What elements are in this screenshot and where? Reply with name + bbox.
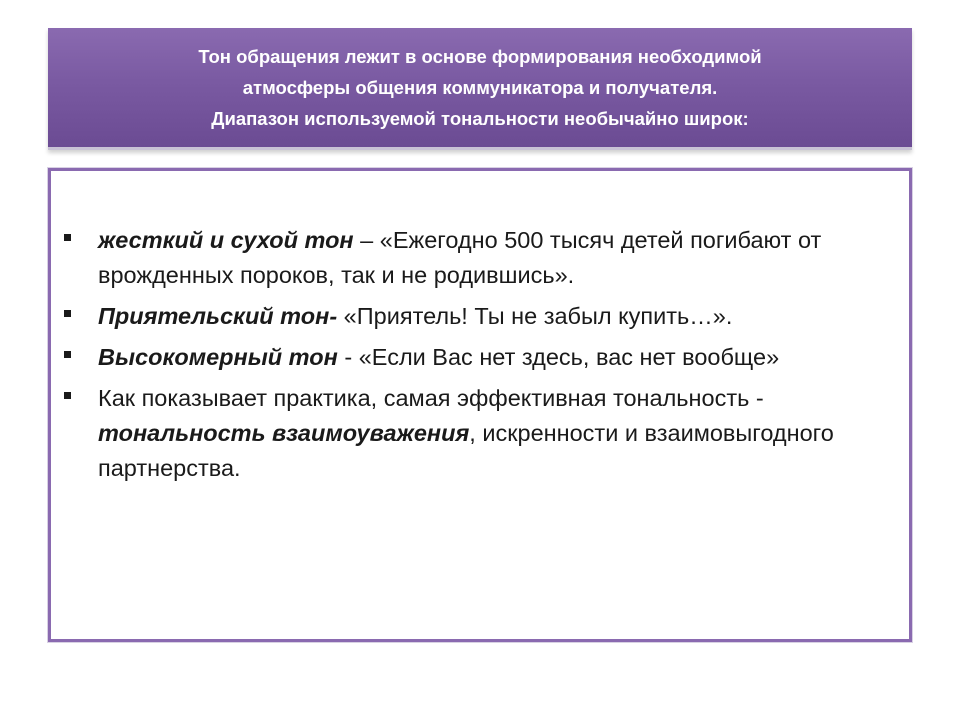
bullet-term: тональность взаимоуважения bbox=[98, 420, 470, 446]
bullet-text: – «Ежегодно 500 тысяч детей погибают от врожденных пороков, так и не родившись». bbox=[98, 227, 822, 288]
title-line-1: Тон обращения лежит в основе формирования необходимой bbox=[198, 46, 762, 67]
square-bullet-icon bbox=[64, 234, 71, 241]
bullet-term: Высокомерный тон bbox=[98, 344, 338, 370]
title-line-2: атмосферы общения коммуникатора и получателя. bbox=[242, 77, 718, 98]
square-bullet-icon bbox=[64, 310, 71, 317]
title-banner bbox=[48, 28, 912, 150]
bullet-item-mutual-respect bbox=[51, 381, 909, 486]
bullet-text: , искренности и взаимовыгодного партнерства. bbox=[98, 420, 834, 481]
square-bullet-icon bbox=[64, 351, 71, 358]
bullet-term: Приятельский тон- bbox=[98, 303, 338, 329]
square-bullet-icon bbox=[64, 392, 71, 399]
bullet-text: - «Если Вас нет здесь, вас нет вообще» bbox=[337, 344, 780, 370]
bullet-item-arrogant-tone bbox=[51, 340, 909, 375]
content-box bbox=[48, 168, 912, 642]
bullet-list bbox=[51, 223, 909, 492]
bullet-term: жесткий и сухой тон bbox=[98, 227, 354, 253]
bullet-item-friendly-tone bbox=[51, 299, 909, 334]
bullet-text: «Приятель! Ты не забыл купить…». bbox=[337, 303, 733, 329]
title-line-3: Диапазон используемой тональности необычайно широк: bbox=[211, 108, 749, 129]
bullet-prefix: Как показывает практика, самая эффективная тональность - bbox=[98, 385, 764, 411]
bullet-item-harsh-tone bbox=[51, 223, 909, 293]
